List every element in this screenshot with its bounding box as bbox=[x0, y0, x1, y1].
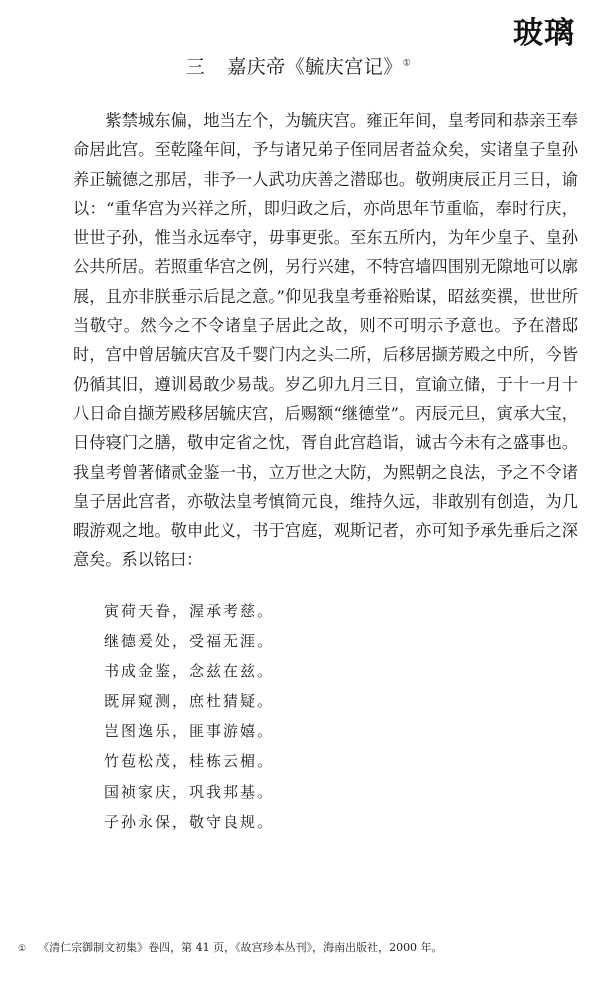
body-text bbox=[73, 106, 578, 575]
poem-line: 继德爰处，受福无涯。 bbox=[104, 632, 275, 651]
section-title: 嘉庆帝《毓庆宫记》 bbox=[227, 56, 403, 78]
section-heading bbox=[0, 52, 597, 79]
poem-line: 书成金鉴，念兹在兹。 bbox=[104, 662, 275, 681]
footnote bbox=[18, 939, 443, 955]
section-number: 三 bbox=[185, 56, 206, 78]
inscription-poem bbox=[104, 596, 274, 837]
poem-line: 岂图逸乐，匪事游嬉。 bbox=[104, 722, 275, 741]
poem-line: 国祯家庆，巩我邦基。 bbox=[104, 782, 275, 801]
poem-line: 子孙永保，敬守良规。 bbox=[104, 812, 275, 831]
footnote-reference[interactable]: ① bbox=[402, 58, 412, 69]
poem-line: 寅荷天眷，渥承考慈。 bbox=[104, 602, 275, 620]
poem-line: 既屏窥测，庶杜猜疑。 bbox=[104, 692, 275, 711]
footnote-text: 《清仁宗御制文初集》卷四，第 41 页，《故宫珍本丛刊》，海南出版社，2000 年。 bbox=[38, 941, 443, 954]
footnote-mark: ① bbox=[18, 944, 27, 954]
paragraph: 紫禁城东偏，地当左个，为毓庆宫。雍正年间，皇考同和恭亲王奉命居此宫。至乾隆年间，予与诸兄弟子侄同居者益众矣，实诸皇子皇孙养正毓德之那居，非予一人武功庆善之潜邸也。敬朔庚辰正月三日，谕以：“重华宫为兴祥之所，即归政之后，亦尚思年节重临，奉时行庆，世世子孙，惟当永远奉守，毋事更张。至东五所内，为年少皇子、皇孙公共所居。若照重华宫之例，另行兴建，不特宫墙四围别无隙地可以廓展，且亦非朕垂示后昆之意。”仰见我皇考垂裕贻谋，昭兹奕禩，世世所当敬守。然今之不令诸皇子居此之故，则不可明示予意也。予在潜邸时，宫中曾居毓庆宫及千婴门内之头二所，后移居撷芳殿之中所，今皆仍循其旧，遵训曷敢少易哉。岁乙卯九月三日，宣谕立储，于十一月十八日命自撷芳殿移居毓庆宫，后赐额“继德堂”。丙辰元旦，寅承大宝，日侍寝门之膳，敬申定省之忱，胥自此宫趋诣，诚古今未有之盛事也。我皇考曾著储贰金鉴一书，立万世之大防，为熙朝之良法，予之不令诸皇子居此宫者，亦敬法皇考慎简元良，维持久远，非敢别有创造，为几暇游观之地。敬申此义，书于宫庭，观斯记者，亦可知予承先垂后之深意矣。系以铭曰： bbox=[73, 111, 578, 570]
poem-line: 竹苞松茂，桂栋云楣。 bbox=[104, 752, 275, 771]
running-header-title: 玻璃 bbox=[513, 16, 575, 51]
